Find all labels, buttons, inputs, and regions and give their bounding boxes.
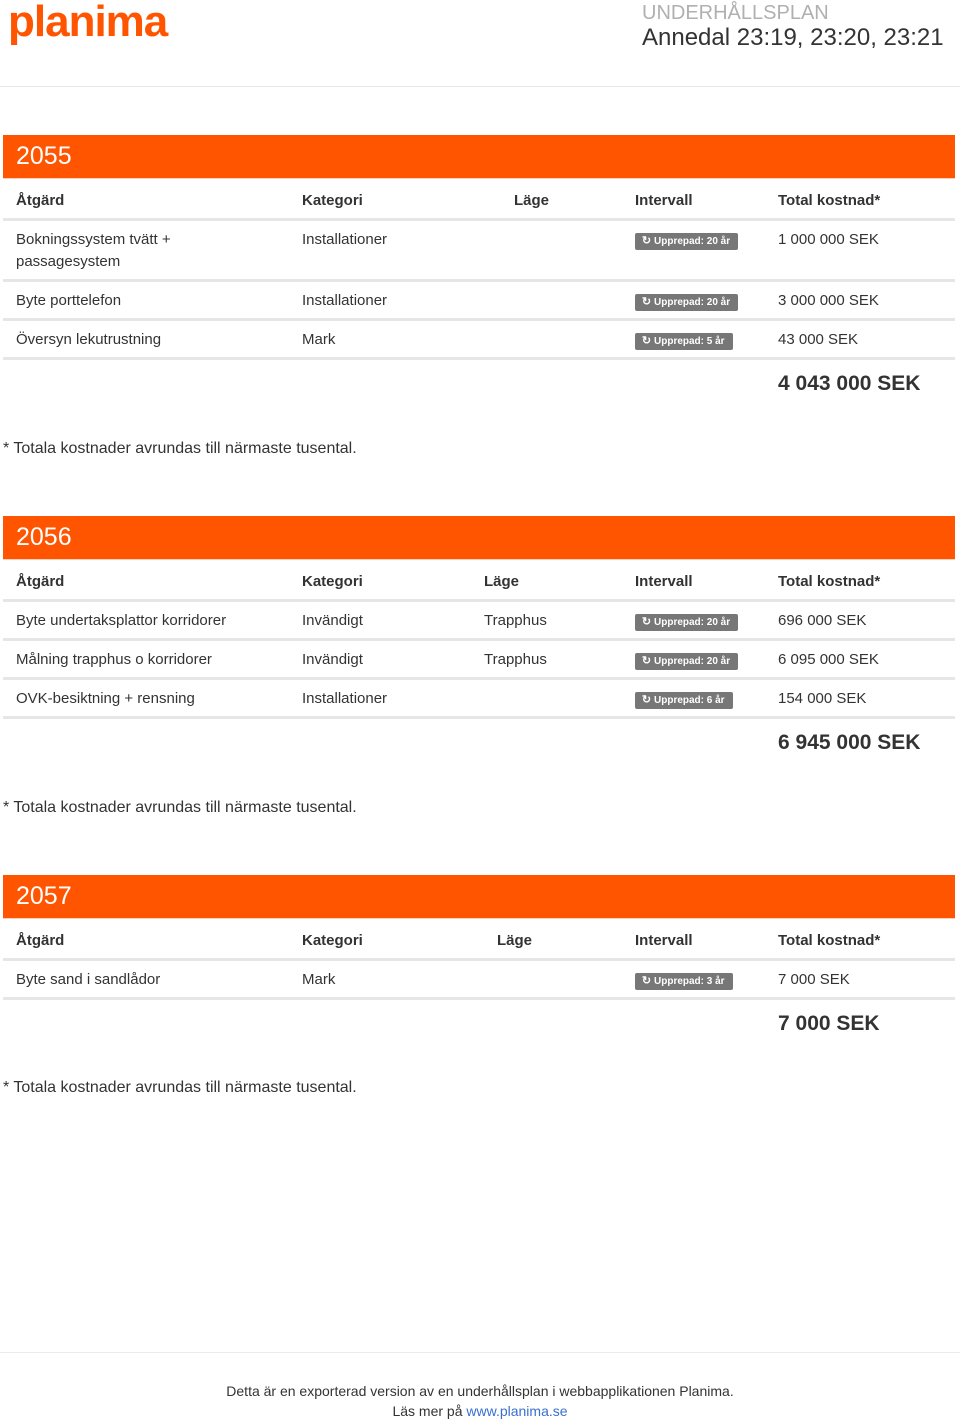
column-header-action: Åtgärd [16,192,65,209]
table-row [3,961,955,1000]
table-row [3,641,955,680]
table-row [3,602,955,641]
interval-badge [635,692,733,709]
column-header-location: Läge [484,573,520,590]
interval-badge-label: Upprepad: 20 år [654,297,731,308]
interval-badge [635,973,733,990]
table-header-row [3,919,955,961]
table-header-row [3,179,955,221]
footer-read-more [0,1403,960,1419]
row-cost: 1 000 000 SEK [778,231,879,248]
row-interval [635,329,733,351]
row-action: Byte sand i sandlådor [16,971,161,988]
column-header-category: Kategori [302,932,363,949]
interval-badge-label: Upprepad: 3 år [654,976,725,987]
column-header-category: Kategori [302,573,363,590]
row-cost: 6 095 000 SEK [778,651,879,668]
row-action: Översyn lekutrustning [16,331,162,348]
row-interval [635,290,738,312]
table-row [3,221,955,282]
total-row [3,1000,955,1050]
document-title-block [642,2,954,52]
year-heading: 2055 [3,135,955,179]
interval-badge [635,333,733,350]
planima-logo[interactable]: planima [8,0,168,46]
interval-badge [635,294,738,311]
row-location: Trapphus [484,612,547,629]
planima-website-link[interactable]: www.planima.se [466,1403,568,1419]
footer-export-text: Detta är en exporterad version av en underhållsplan i webbapplikationen Planima. [226,1383,734,1399]
refresh-icon: ↻ [641,296,652,308]
row-interval [635,649,738,671]
row-category: Installationer [302,690,388,707]
row-cost: 154 000 SEK [778,690,867,707]
year-section-2057 [3,875,955,1050]
column-header-action: Åtgärd [16,573,65,590]
refresh-icon: ↻ [641,235,652,247]
rounding-note: * Totala kostnader avrundas till närmaste tusental. [3,1079,357,1096]
refresh-icon: ↻ [641,975,652,987]
row-category: Invändigt [302,651,363,668]
row-category: Mark [302,971,336,988]
interval-badge-label: Upprepad: 6 år [654,695,725,706]
refresh-icon: ↻ [641,694,652,706]
row-cost: 696 000 SEK [778,612,867,629]
interval-badge-label: Upprepad: 20 år [654,656,731,667]
column-header-interval: Intervall [635,932,693,949]
rounding-note: * Totala kostnader avrundas till närmaste tusental. [3,799,357,816]
interval-badge [635,653,738,670]
year-section-2056 [3,516,955,769]
total-row [3,360,955,410]
column-header-interval: Intervall [635,192,693,209]
refresh-icon: ↻ [641,655,652,667]
refresh-icon: ↻ [641,335,652,347]
interval-badge-label: Upprepad: 5 år [654,336,725,347]
document-kicker: UNDERHÅLLSPLAN [642,2,829,24]
row-interval [635,688,733,710]
row-location: Trapphus [484,651,547,668]
row-interval [635,610,738,632]
row-cost: 3 000 000 SEK [778,292,879,309]
row-action: Byte undertaksplattor korridorer [16,612,227,629]
column-header-category: Kategori [302,192,363,209]
row-action: Bokningssystem tvätt + passagesystem [16,231,171,270]
row-cost: 43 000 SEK [778,331,859,348]
column-header-interval: Intervall [635,573,693,590]
page-header [0,0,960,87]
section-total: 4 043 000 SEK [778,372,921,395]
column-header-location: Läge [497,932,533,949]
row-action: OVK-besiktning + rensning [16,690,195,707]
page-footer [0,1352,960,1419]
row-category: Invändigt [302,612,363,629]
row-cost: 7 000 SEK [778,971,850,988]
section-total: 6 945 000 SEK [778,731,921,754]
column-header-cost: Total kostnad* [778,573,881,590]
interval-badge-label: Upprepad: 20 år [654,236,731,247]
row-category: Installationer [302,292,388,309]
row-category: Installationer [302,231,388,248]
year-section-2055 [3,135,955,410]
refresh-icon: ↻ [641,616,652,628]
footer-read-more-label: Läs mer på [392,1403,463,1419]
column-header-action: Åtgärd [16,932,65,949]
column-header-cost: Total kostnad* [778,192,881,209]
total-row [3,719,955,769]
column-header-location: Läge [514,192,550,209]
row-category: Mark [302,331,336,348]
section-total: 7 000 SEK [778,1012,880,1035]
document-name: Annedal 23:19, 23:20, 23:21 [642,24,944,51]
row-interval [635,969,733,991]
table-row [3,321,955,360]
table-row [3,282,955,321]
year-heading: 2056 [3,516,955,560]
interval-badge [635,233,738,250]
column-header-cost: Total kostnad* [778,932,881,949]
row-action: Byte porttelefon [16,292,122,309]
table-header-row [3,560,955,602]
table-row [3,680,955,719]
row-interval [635,229,738,251]
row-action: Målning trapphus o korridorer [16,651,212,668]
year-heading: 2057 [3,875,955,919]
interval-badge-label: Upprepad: 20 år [654,617,731,628]
rounding-note: * Totala kostnader avrundas till närmaste tusental. [3,440,357,457]
interval-badge [635,614,738,631]
